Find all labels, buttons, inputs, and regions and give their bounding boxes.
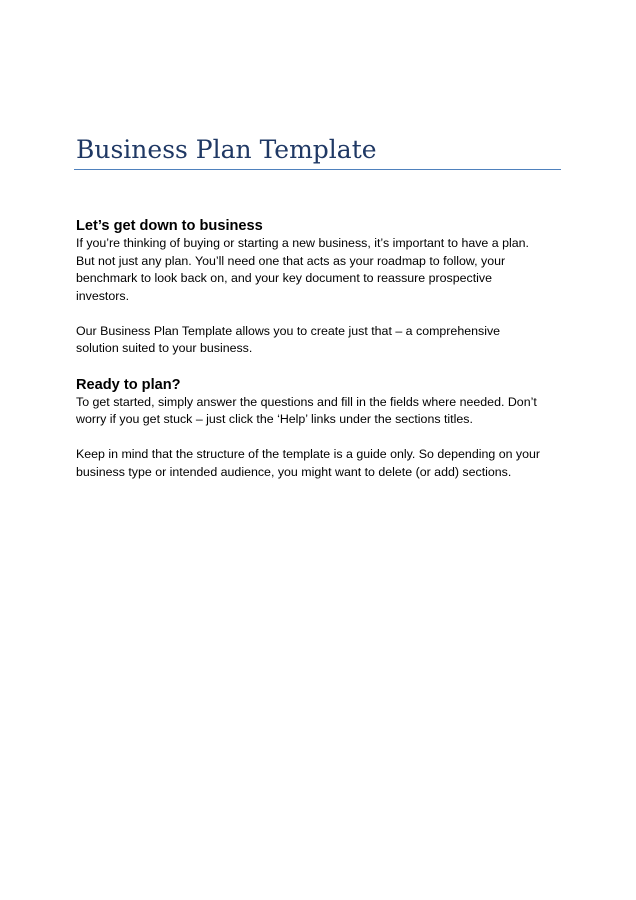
section-heading: Ready to plan? (76, 376, 181, 393)
title-underline (74, 169, 561, 170)
paragraph-line: If you’re thinking of buying or starting a new business, it’s important to have a plan. (76, 236, 529, 250)
paragraph-line: business type or intended audience, you might want to delete (or add) sections. (76, 464, 512, 479)
paragraph-line: investors. (76, 288, 130, 303)
paragraph-line: Keep in mind that the structure of the template is a guide only. So depending on your (76, 447, 541, 461)
paragraph-intro (76, 235, 566, 305)
document-body (76, 217, 566, 481)
paragraph-getting-started (76, 394, 566, 429)
paragraph-line: But not just any plan. You’ll need one that acts as your roadmap to follow, your (76, 253, 506, 268)
paragraph-line: Our Business Plan Template allows you to create just that – a comprehensive (76, 323, 501, 338)
paragraph-template-overview (76, 323, 566, 358)
section-heading: Let’s get down to business (76, 218, 263, 234)
paragraph-line: solution suited to your business. (76, 341, 253, 355)
paragraph-line: To get started, simply answer the questions and fill in the fields where needed. Don’t (76, 394, 537, 409)
paragraph-line: benchmark to look back on, and your key document to reassure prospective (76, 271, 492, 285)
paragraph-line: worry if you get stuck – just click the ‘Help’ links under the sections titles. (76, 412, 473, 426)
section-ready-to-plan (76, 376, 566, 482)
section-lets-get-down-to-business (76, 217, 566, 358)
document-title: Business Plan Template (76, 135, 377, 164)
paragraph-structure-guide (76, 446, 566, 481)
